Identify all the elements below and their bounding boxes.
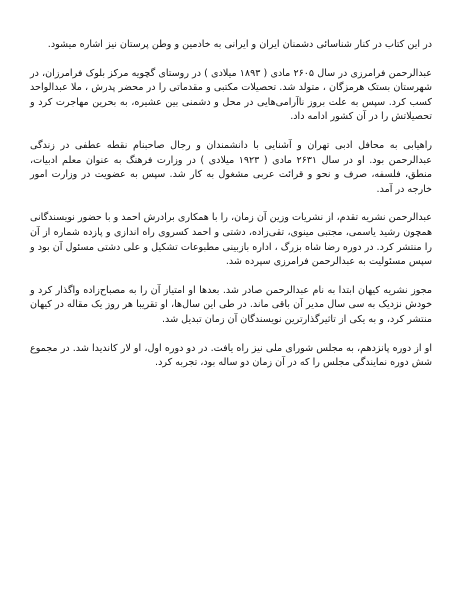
document-body: [30, 38, 432, 385]
paragraph-majlis: او از دوره پانزدهم، به مجلس شورای ملی نیز راه یافت. در دو دوره اول، او لار کاندیدا شد. در مجموع شش دوره نمایندگی مجلس را که در آن زمان دو ساله بود، تجربه کرد.: [30, 342, 432, 369]
paragraph-intro: در این کتاب در کنار شناسائی دشمنان ایران و ایرانی به خادمین و وطن پرستان نیز اشاره میشود.: [47, 39, 432, 50]
paragraph-tehran: راهیابی به محافل ادبی تهران و آشنایی با دانشمندان و رجال صاحبنام نقطه عطفی در زندگی عبدالرحمن بود. او در سال ۲۶۳۱ مادی ( ۱۹۲۳ میلادی ) در وزارت فرهنگ به عنوان معلم ادبیات، منطق، فلسفه، صرف و نحو و قرائت عربی مشغول به کار شد. سپس به عضویت در وزارت امور خارجه در آمد.: [30, 139, 432, 195]
paragraph-taghadom: عبدالرحمن نشریه تقدم، از نشریات وزین آن زمان، را با همکاری برادرش احمد و با حضور نویسندگانی همچون رشید یاسمی، مجتبی مینوی، تقی‌زاده، دشتی و احمد کسروی راه اندازی و پازده شماره از آن را منتشر کرد. در دوره رضا شاه بزرگ ، اداره بازبینی مطبوعات تشکیل و علی دشتی مسئول آن بود و سپس مسئولیت به عبدالرحمن فرامرزی سپرده شد.: [30, 212, 432, 268]
paragraph-birth: عبدالرحمن فرامرزی در سال ۲۶۰۵ مادی ( ۱۸۹۳ میلادی ) در روستای گچویه مرکز بلوک فرامرزان، در شهرستان بستک هرمزگان ، متولد شد. تحصیلات مکتبی و مقدماتی را در محضر پدرش ، ملا عبدالواحد کسب کرد. سپس به علت بروز ناآرامی‌هایی در محل و دشمنی بین عشیره، به بحرین مهاجرت کرد و تحصیلاتش را در آن کشور ادامه داد.: [30, 67, 432, 123]
paragraph-kayhan: مجوز نشریه کیهان ابتدا به نام عبدالرحمن صادر شد. بعدها او امتیاز آن را به مصباح‌زاده واگذار کرد و خودش نزدیک به سی سال مدیر آن باقی ماند. در طی این سال‌ها، او تقریبا هر روز یک مقاله در کیهان منتشر کرد، و به یکی از تاثیرگذارترین نویسندگان آن زمان تبدیل شد.: [30, 284, 432, 325]
